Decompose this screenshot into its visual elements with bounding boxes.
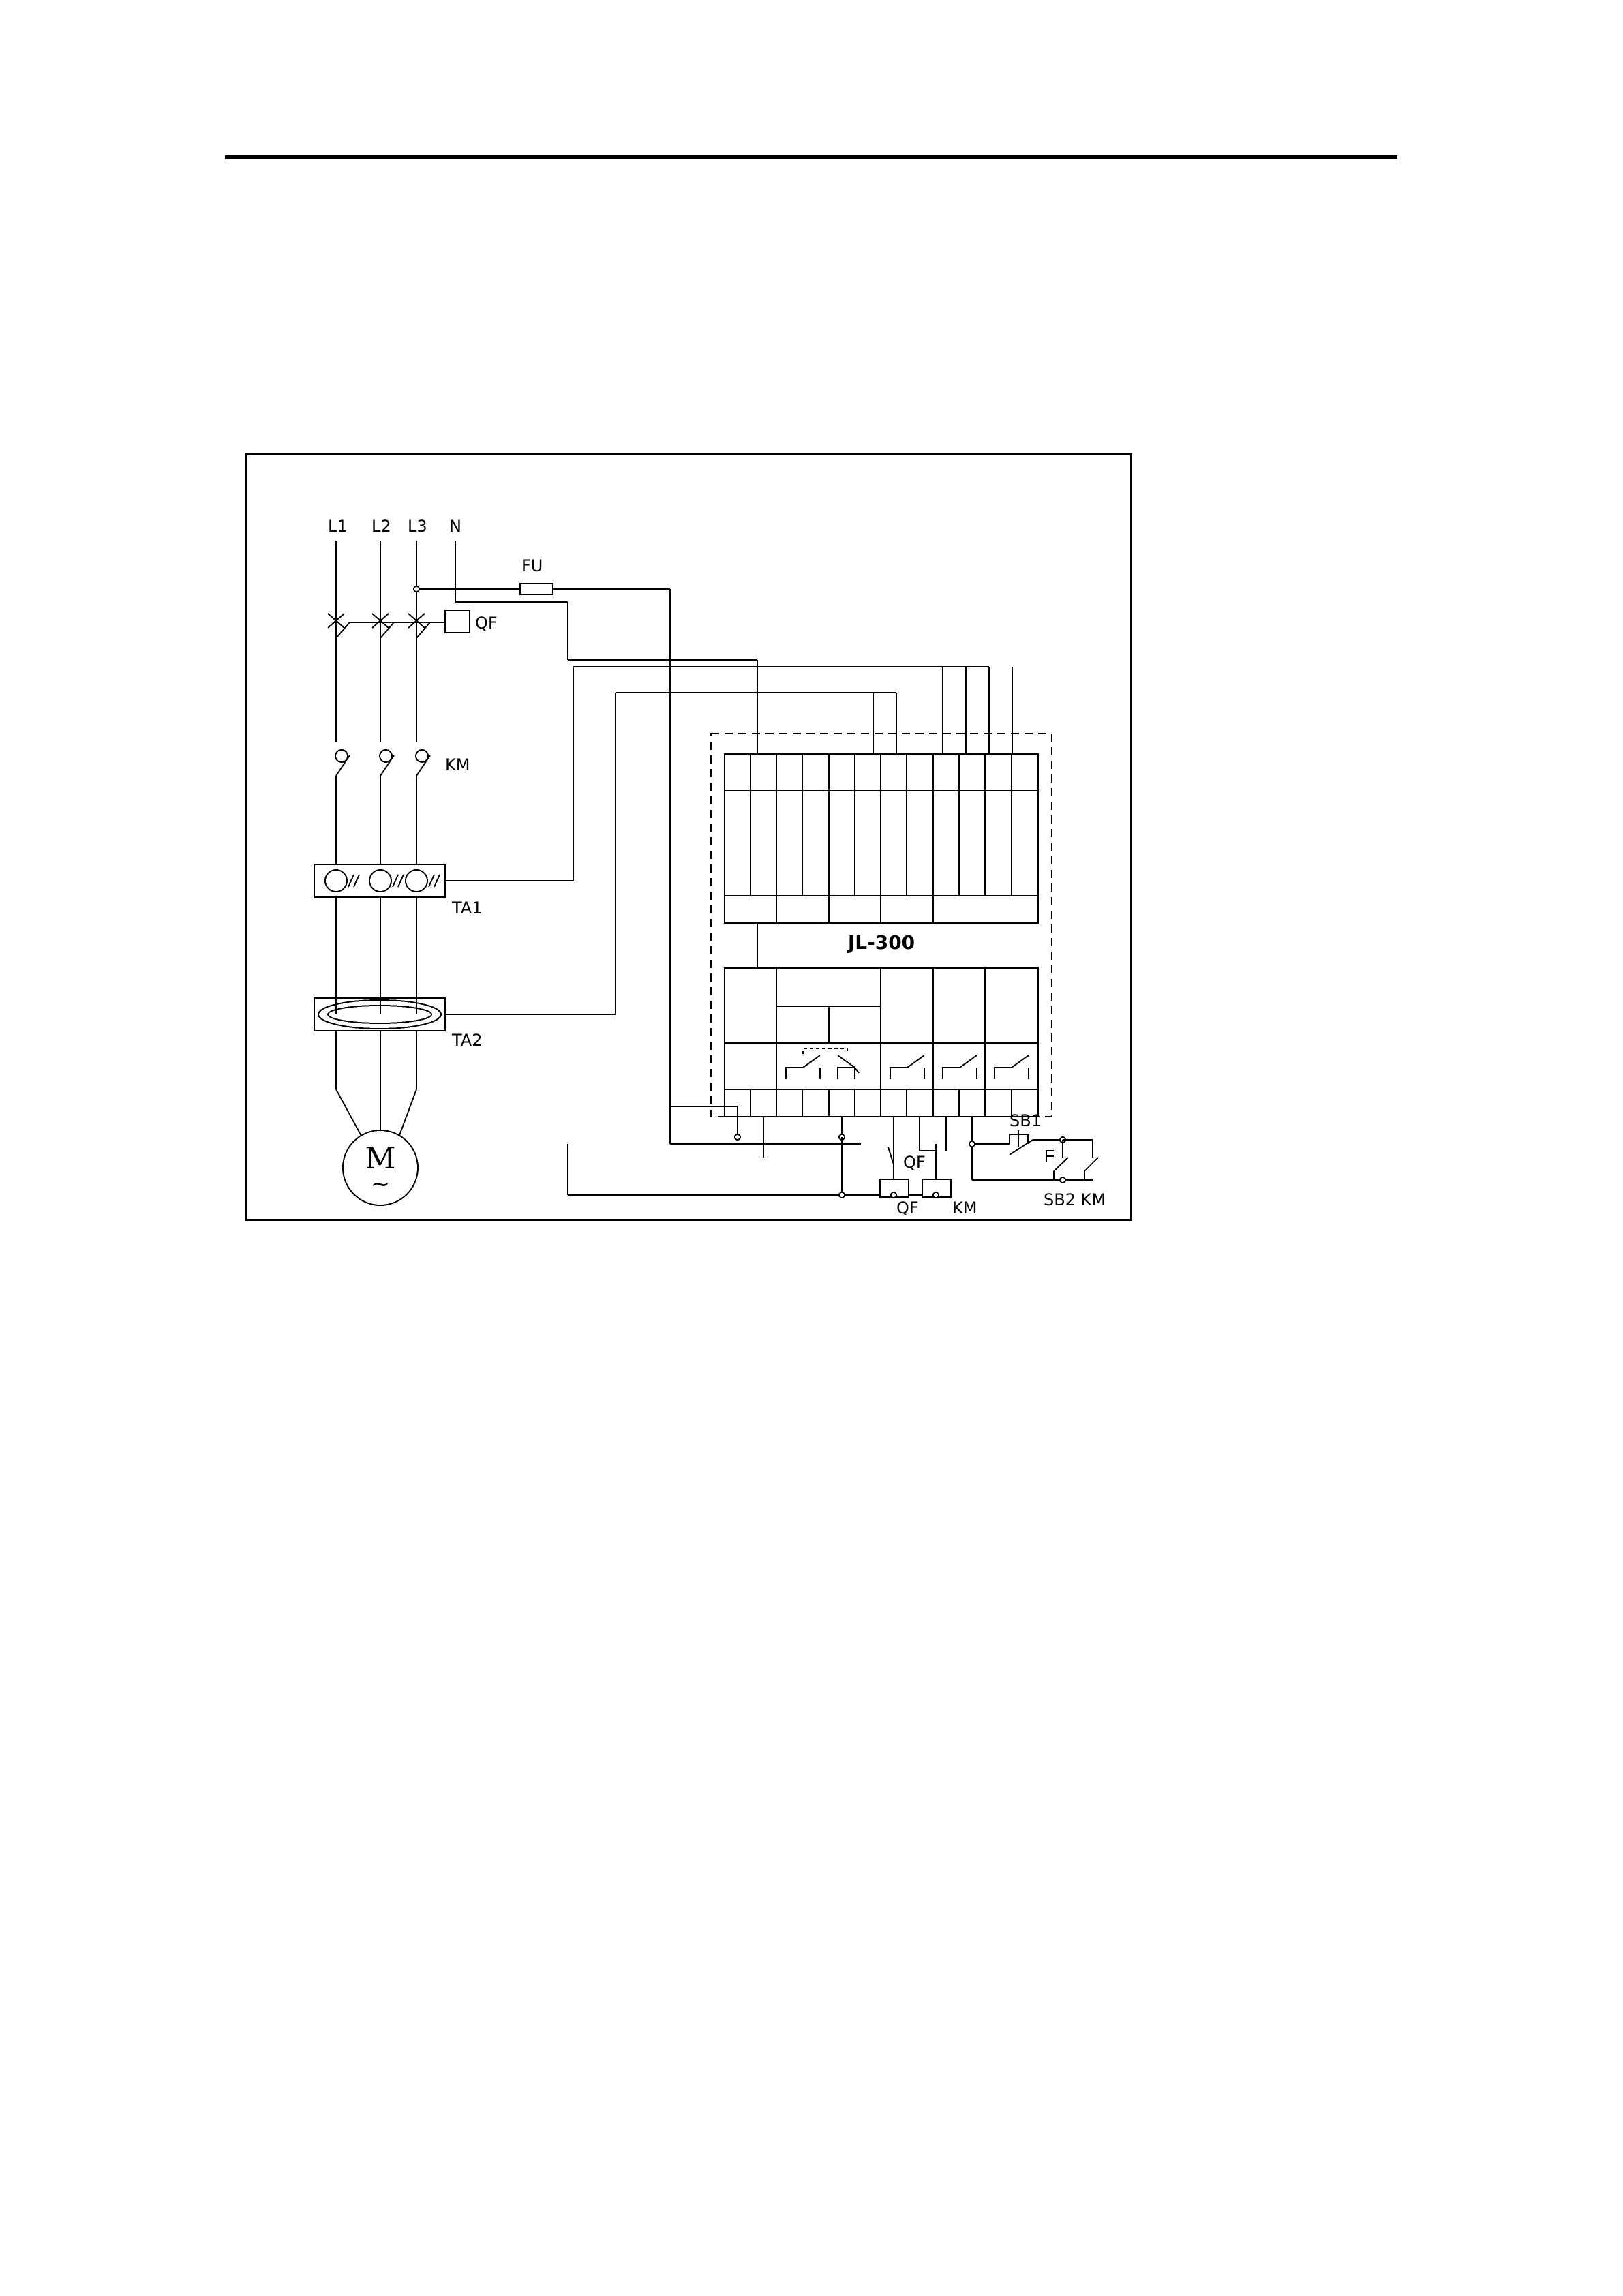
- breaker-label: QF: [475, 614, 498, 633]
- diagram-canvas: [247, 455, 1130, 1219]
- phase-label-l3: L3: [408, 517, 427, 536]
- contactor-label: KM: [445, 755, 470, 774]
- wiring-schematic-svg: [247, 455, 1130, 1219]
- qf-contact-label: QF: [903, 1153, 926, 1172]
- start-km-label: SB2 KM: [1044, 1190, 1106, 1209]
- motor-ac-symbol: ~: [370, 1170, 391, 1198]
- device-model-label: JL-300: [847, 931, 915, 954]
- motor-symbol-label: M: [365, 1141, 396, 1176]
- stop-button-label: SB1: [1010, 1111, 1042, 1130]
- phase-label-n: N: [449, 517, 461, 536]
- header-rule: [225, 155, 1397, 159]
- wiring-diagram: [245, 453, 1132, 1221]
- baidu-watermark: [1159, 2086, 1595, 2256]
- fuse-label: FU: [521, 556, 543, 575]
- ct2-label: TA2: [452, 1031, 483, 1050]
- phase-label-l1: L1: [328, 517, 348, 536]
- phase-label-l2: L2: [371, 517, 391, 536]
- qf-coil-label: QF: [896, 1198, 919, 1218]
- km-coil-label: KM: [952, 1198, 977, 1218]
- ct1-label: TA1: [452, 898, 483, 918]
